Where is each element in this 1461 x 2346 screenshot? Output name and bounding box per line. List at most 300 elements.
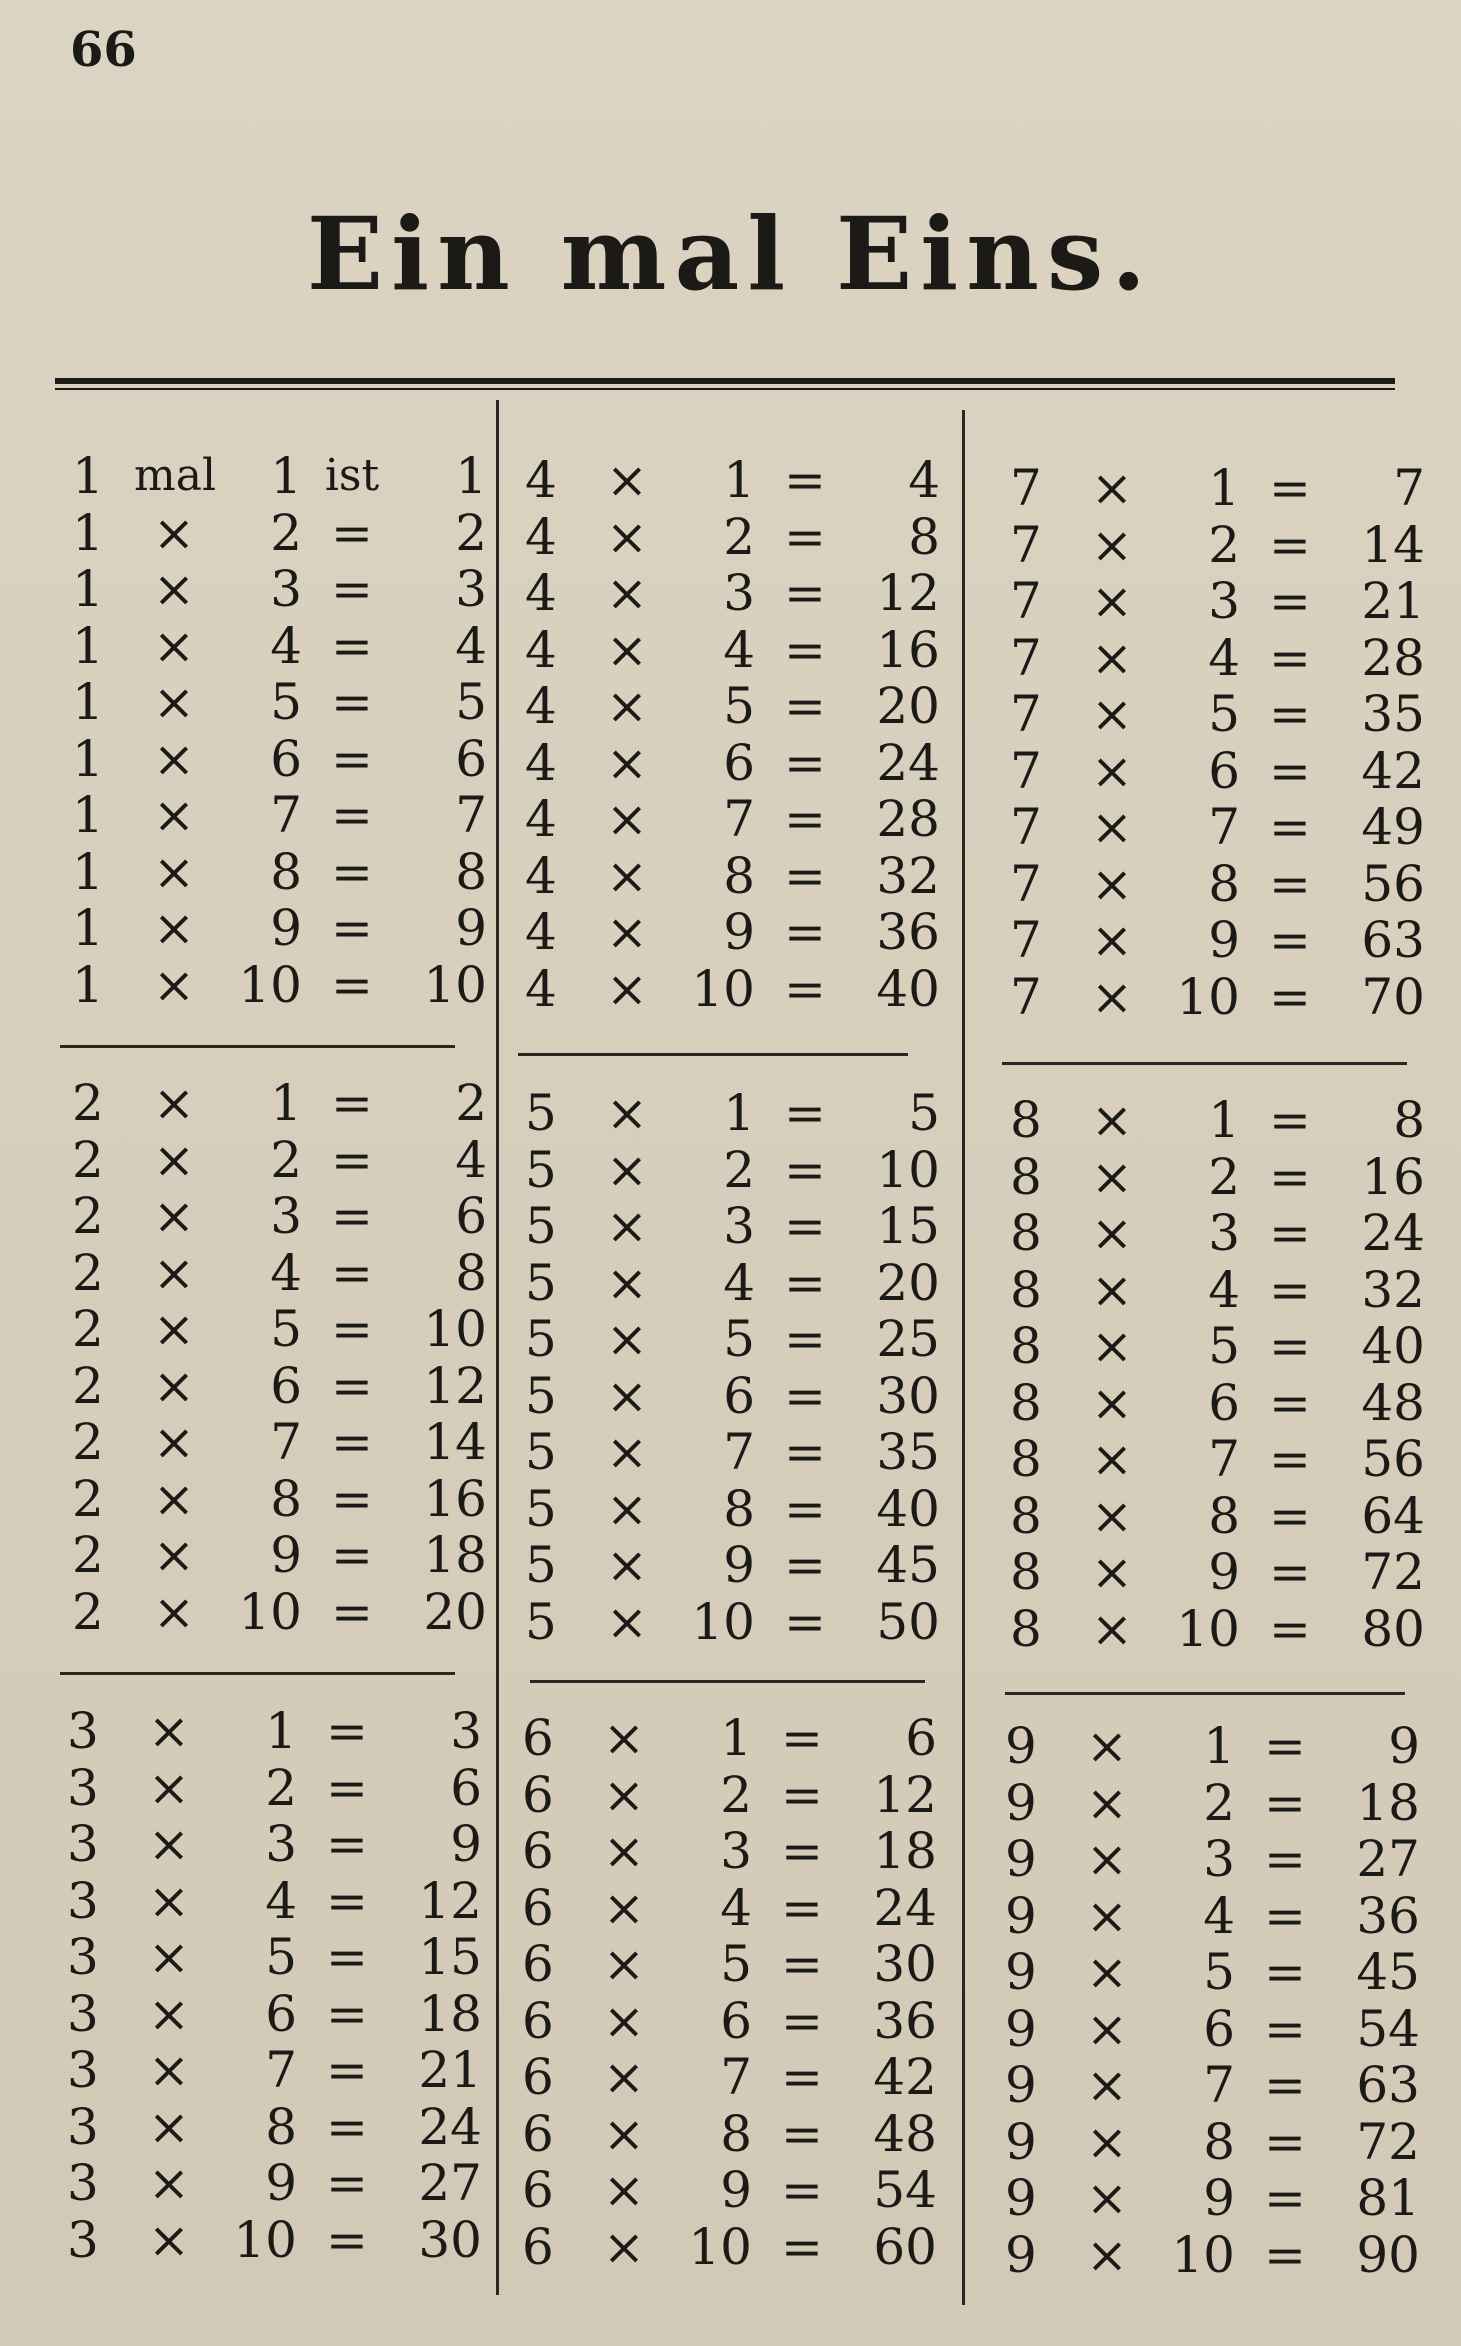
multiplicand: 4 xyxy=(525,620,557,679)
multiplier: 2 xyxy=(723,507,755,566)
product: 48 xyxy=(873,2104,937,2163)
page-number: 66 xyxy=(70,22,137,78)
product: 18 xyxy=(418,1984,482,2043)
multiplicand: 9 xyxy=(1005,1943,1037,2001)
multiplicand: 9 xyxy=(1005,2112,1037,2171)
times-sign: × xyxy=(1086,1773,1128,1832)
multiplier: 7 xyxy=(1208,1430,1240,1488)
equals-sign: = xyxy=(784,507,826,566)
multiplier: 2 xyxy=(1208,515,1240,574)
multiplier: 7 xyxy=(1208,798,1240,856)
table-row xyxy=(57,1702,482,1760)
product: 10 xyxy=(423,1300,487,1358)
times-sign: × xyxy=(148,2041,190,2099)
multiplicand: 5 xyxy=(525,1479,557,1538)
multiplier: 5 xyxy=(723,1310,755,1368)
product: 45 xyxy=(876,1536,940,1594)
times-sign: × xyxy=(1091,911,1133,969)
table-row xyxy=(1000,1317,1425,1375)
table-row xyxy=(995,2112,1420,2171)
table-row xyxy=(62,503,487,562)
table-row xyxy=(512,2217,937,2276)
equals-sign: = xyxy=(784,677,826,735)
multiplicand: 5 xyxy=(525,1592,557,1651)
product: 12 xyxy=(418,1871,482,1930)
multiplier: 5 xyxy=(723,677,755,735)
multiplicand: 3 xyxy=(67,2041,99,2099)
multiplier: 8 xyxy=(723,1479,755,1538)
equals-sign: = xyxy=(331,1469,373,1528)
multiplier: 8 xyxy=(720,2104,752,2163)
multiplier: 9 xyxy=(723,1536,755,1594)
equals-sign: = xyxy=(331,1413,373,1471)
product: 6 xyxy=(450,1758,482,1817)
product: 16 xyxy=(876,620,940,679)
times-sign: × xyxy=(148,1984,190,2043)
times-sign: × xyxy=(153,899,195,957)
multiplicand: 9 xyxy=(1005,2056,1037,2114)
table-row xyxy=(62,1130,487,1189)
multiplier: 1 xyxy=(270,447,302,505)
product: 12 xyxy=(876,564,940,622)
equals-sign: = xyxy=(1264,2169,1306,2227)
times-sign: × xyxy=(606,1366,648,1425)
equals-sign: = xyxy=(781,1991,823,2050)
times-sign: × xyxy=(153,1526,195,1584)
separator-col3-b xyxy=(1005,1692,1405,1695)
equals-sign: = xyxy=(781,2217,823,2276)
table-row xyxy=(1000,1543,1425,1601)
equals-sign: = xyxy=(781,1878,823,1937)
product: 24 xyxy=(1361,1204,1425,1262)
times-sign: × xyxy=(1091,1543,1133,1601)
multiplicand: 3 xyxy=(67,1984,99,2043)
product: 24 xyxy=(873,1878,937,1937)
multiplicand: 9 xyxy=(1005,2225,1037,2284)
table-row xyxy=(515,677,940,735)
product: 36 xyxy=(876,903,940,961)
product: 36 xyxy=(1356,1886,1420,1945)
multiplicand: 9 xyxy=(1005,1773,1037,1832)
equals-sign: = xyxy=(1264,1773,1306,1832)
times-sign: × xyxy=(1091,515,1133,574)
product: 35 xyxy=(876,1423,940,1481)
product: 9 xyxy=(455,899,487,957)
equals-sign: = xyxy=(331,1582,373,1641)
product: 72 xyxy=(1356,2112,1420,2171)
table-row xyxy=(512,1765,937,1824)
equals-sign: = xyxy=(331,1187,373,1245)
product: 3 xyxy=(450,1702,482,1760)
times-sign: × xyxy=(1091,1486,1133,1545)
table-block-6 xyxy=(512,1709,937,2276)
title-rule xyxy=(55,378,1395,384)
equals-sign: = xyxy=(1269,798,1311,856)
equals-sign: = xyxy=(784,903,826,961)
multiplier: 6 xyxy=(265,1984,297,2043)
multiplier: 7 xyxy=(723,1423,755,1481)
multiplicand: 1 xyxy=(72,842,104,901)
product: 90 xyxy=(1356,2225,1420,2284)
table-block-3 xyxy=(57,1702,482,2269)
multiplier: 7 xyxy=(1203,2056,1235,2114)
product: 8 xyxy=(455,1243,487,1302)
table-row xyxy=(1000,1260,1425,1319)
multiplier: 5 xyxy=(720,1935,752,1993)
times-sign: × xyxy=(1091,572,1133,630)
product: 63 xyxy=(1356,2056,1420,2114)
table-row xyxy=(1000,1486,1425,1545)
table-row xyxy=(1000,741,1425,800)
times-sign: × xyxy=(1091,1091,1133,1149)
multiplicand: 1 xyxy=(72,616,104,675)
multiplier: 7 xyxy=(723,790,755,848)
table-row xyxy=(1000,1430,1425,1488)
equals-sign: = xyxy=(326,1871,368,1930)
multiplier: 2 xyxy=(723,1140,755,1199)
times-sign: × xyxy=(1086,1999,1128,2058)
equals-sign: = xyxy=(1269,1147,1311,1206)
equals-sign: = xyxy=(781,1935,823,1993)
multiplicand: 2 xyxy=(72,1582,104,1641)
multiplier: 1 xyxy=(1208,459,1240,517)
multiplier: 1 xyxy=(265,1702,297,1760)
multiplier: 6 xyxy=(720,1991,752,2050)
times-sign: × xyxy=(153,1074,195,1132)
equals-sign: = xyxy=(1269,1091,1311,1149)
times-sign: × xyxy=(606,1253,648,1312)
multiplier: 3 xyxy=(723,564,755,622)
product: 6 xyxy=(905,1709,937,1767)
table-row xyxy=(1000,628,1425,687)
equals-sign: = xyxy=(784,1253,826,1312)
times-sign: × xyxy=(148,1758,190,1817)
product: 40 xyxy=(876,1479,940,1538)
multiplier: 3 xyxy=(265,1815,297,1873)
multiplier: 5 xyxy=(1203,1943,1235,2001)
equals-sign: = xyxy=(784,846,826,905)
times-sign: × xyxy=(1091,685,1133,743)
table-row xyxy=(515,846,940,905)
product: 2 xyxy=(455,1074,487,1132)
multiplicand: 1 xyxy=(72,899,104,957)
multiplicand: 2 xyxy=(72,1074,104,1132)
times-sign: × xyxy=(606,1536,648,1594)
times-sign: × xyxy=(606,620,648,679)
table-row xyxy=(62,786,487,844)
multiplier: 3 xyxy=(723,1197,755,1255)
table-row xyxy=(1000,572,1425,630)
equals-sign: = xyxy=(326,2154,368,2212)
product: 48 xyxy=(1361,1373,1425,1432)
product: 14 xyxy=(423,1413,487,1471)
table-row xyxy=(62,955,487,1014)
product: 18 xyxy=(423,1526,487,1584)
equals-sign: = xyxy=(784,1197,826,1255)
multiplicand: 1 xyxy=(72,729,104,788)
equals-sign: = xyxy=(1269,967,1311,1026)
table-row xyxy=(515,1536,940,1594)
equals-sign: = xyxy=(1269,628,1311,687)
multiplicand: 5 xyxy=(525,1366,557,1425)
times-sign: × xyxy=(153,1187,195,1245)
multiplicand: 5 xyxy=(525,1197,557,1255)
multiplier: 10 xyxy=(691,959,755,1018)
multiplicand: 8 xyxy=(1010,1430,1042,1488)
multiplier: 4 xyxy=(270,1243,302,1302)
product: 6 xyxy=(455,1187,487,1245)
multiplicand: 1 xyxy=(72,673,104,731)
times-sign: × xyxy=(603,2161,645,2219)
table-row xyxy=(1000,911,1425,969)
multiplier: 4 xyxy=(1203,1886,1235,1945)
multiplicand: 2 xyxy=(72,1526,104,1584)
times-sign: × xyxy=(1091,1317,1133,1375)
multiplicand: 1 xyxy=(72,447,104,505)
multiplicand: 6 xyxy=(522,1765,554,1824)
times-sign: × xyxy=(606,790,648,848)
separator-col1-b xyxy=(60,1672,455,1675)
product: 70 xyxy=(1361,967,1425,1026)
table-row xyxy=(1000,798,1425,856)
table-row xyxy=(62,673,487,731)
product: 9 xyxy=(450,1815,482,1873)
product: 1 xyxy=(455,447,487,505)
table-row xyxy=(62,1582,487,1641)
product: 18 xyxy=(1356,1773,1420,1832)
times-sign: × xyxy=(606,1197,648,1255)
table-row xyxy=(995,2169,1420,2227)
equals-sign: = xyxy=(1269,741,1311,800)
times-sign: × xyxy=(606,1084,648,1142)
times-sign: × xyxy=(148,1871,190,1930)
equals-sign: = xyxy=(784,790,826,848)
multiplier: 8 xyxy=(270,842,302,901)
product: 20 xyxy=(423,1582,487,1641)
equals-sign: = xyxy=(331,560,373,618)
multiplicand: 2 xyxy=(72,1413,104,1471)
product: 8 xyxy=(908,507,940,566)
multiplier: 10 xyxy=(238,955,302,1014)
product: 16 xyxy=(1361,1147,1425,1206)
product: 7 xyxy=(1393,459,1425,517)
table-row xyxy=(1000,1373,1425,1432)
multiplicand: 6 xyxy=(522,1822,554,1880)
multiplicand: 6 xyxy=(522,2217,554,2276)
table-block-2 xyxy=(62,1074,487,1641)
times-sign: × xyxy=(1086,1717,1128,1775)
multiplier: 7 xyxy=(270,1413,302,1471)
multiplier: 4 xyxy=(723,1253,755,1312)
equals-sign: = xyxy=(326,1815,368,1873)
multiplicand: 4 xyxy=(525,959,557,1018)
times-sign: × xyxy=(606,1310,648,1368)
equals-sign: = xyxy=(784,1592,826,1651)
multiplicand: 7 xyxy=(1010,911,1042,969)
product: 63 xyxy=(1361,911,1425,969)
product: 20 xyxy=(876,1253,940,1312)
times-sign: × xyxy=(153,1356,195,1415)
multiplier: 7 xyxy=(270,786,302,844)
table-row xyxy=(62,616,487,675)
times-sign: × xyxy=(148,1928,190,1986)
equals-sign: = xyxy=(784,1084,826,1142)
product: 40 xyxy=(876,959,940,1018)
table-block-8 xyxy=(1000,1091,1425,1658)
multiplier: 4 xyxy=(1208,1260,1240,1319)
times-sign: × xyxy=(603,2048,645,2106)
multiplier: 1 xyxy=(723,451,755,509)
multiplier: 9 xyxy=(723,903,755,961)
multiplier: 5 xyxy=(265,1928,297,1986)
equals-sign: = xyxy=(1269,572,1311,630)
table-row xyxy=(62,447,487,505)
table-row xyxy=(512,1935,937,1993)
table-row xyxy=(1000,1147,1425,1206)
times-sign: × xyxy=(148,2210,190,2269)
multiplier: 5 xyxy=(270,673,302,731)
times-sign: × xyxy=(603,1935,645,1993)
multiplicand: 6 xyxy=(522,1991,554,2050)
equals-sign: = xyxy=(331,955,373,1014)
product: 18 xyxy=(873,1822,937,1880)
multiplicand: 6 xyxy=(522,1878,554,1937)
times-sign: × xyxy=(603,1878,645,1937)
multiplier: 7 xyxy=(265,2041,297,2099)
table-row xyxy=(995,2225,1420,2284)
equals-sign: = xyxy=(784,564,826,622)
multiplicand: 1 xyxy=(72,560,104,618)
equals-sign: = xyxy=(1269,1204,1311,1262)
multiplicand: 8 xyxy=(1010,1317,1042,1375)
times-sign: × xyxy=(1086,1886,1128,1945)
product: 2 xyxy=(455,503,487,562)
product: 12 xyxy=(873,1765,937,1824)
multiplicand: 7 xyxy=(1010,741,1042,800)
times-sign: × xyxy=(603,1991,645,2050)
product: 27 xyxy=(418,2154,482,2212)
product: 21 xyxy=(418,2041,482,2099)
multiplicand: 5 xyxy=(525,1140,557,1199)
multiplier: 1 xyxy=(1203,1717,1235,1775)
multiplicand: 2 xyxy=(72,1356,104,1415)
multiplicand: 2 xyxy=(72,1243,104,1302)
multiplicand: 1 xyxy=(72,955,104,1014)
multiplier: 7 xyxy=(720,2048,752,2106)
product: 6 xyxy=(455,729,487,788)
equals-sign: = xyxy=(784,451,826,509)
table-row xyxy=(512,2161,937,2219)
table-row xyxy=(512,2104,937,2163)
multiplicand: 3 xyxy=(67,1871,99,1930)
product: 7 xyxy=(455,786,487,844)
multiplicand: 2 xyxy=(72,1300,104,1358)
product: 28 xyxy=(1361,628,1425,687)
multiplicand: 7 xyxy=(1010,798,1042,856)
times-sign: × xyxy=(153,1130,195,1189)
table-row xyxy=(515,1479,940,1538)
table-row xyxy=(62,729,487,788)
product: 5 xyxy=(455,673,487,731)
product: 14 xyxy=(1361,515,1425,574)
multiplicand: 4 xyxy=(525,507,557,566)
equals-sign: = xyxy=(1269,911,1311,969)
equals-sign: = xyxy=(781,1765,823,1824)
table-row xyxy=(57,1758,482,1817)
table-row xyxy=(62,1243,487,1302)
times-sign: × xyxy=(1091,1373,1133,1432)
equals-sign: = xyxy=(784,1310,826,1368)
multiplicand: 6 xyxy=(522,2161,554,2219)
multiplier: 9 xyxy=(1208,911,1240,969)
equals-sign: = xyxy=(784,1536,826,1594)
table-row xyxy=(1000,967,1425,1026)
multiplier: 9 xyxy=(1208,1543,1240,1601)
equals-sign: = xyxy=(781,2104,823,2163)
table-row xyxy=(1000,1599,1425,1658)
equals-sign: = xyxy=(784,959,826,1018)
equals-sign: = xyxy=(1264,2056,1306,2114)
table-row xyxy=(62,1356,487,1415)
equals-sign: = xyxy=(1264,1943,1306,2001)
equals-sign: = xyxy=(784,1140,826,1199)
times-sign: × xyxy=(606,903,648,961)
multiplier: 4 xyxy=(270,616,302,675)
times-sign: × xyxy=(153,616,195,675)
multiplier: 4 xyxy=(723,620,755,679)
multiplicand: 6 xyxy=(522,1935,554,1993)
product: 24 xyxy=(418,2097,482,2156)
times-sign: × xyxy=(153,955,195,1014)
multiplier: 10 xyxy=(688,2217,752,2276)
times-sign: × xyxy=(603,2104,645,2163)
multiplicand: 4 xyxy=(525,451,557,509)
multiplicand: 4 xyxy=(525,677,557,735)
multiplier: 8 xyxy=(1208,1486,1240,1545)
product: 20 xyxy=(876,677,940,735)
equals-sign: = xyxy=(331,786,373,844)
table-block-4 xyxy=(515,451,940,1018)
times-sign: × xyxy=(1086,2112,1128,2171)
table-row xyxy=(995,1886,1420,1945)
multiplicand: 7 xyxy=(1010,967,1042,1026)
multiplicand: 6 xyxy=(522,2048,554,2106)
product: 35 xyxy=(1361,685,1425,743)
multiplier: 9 xyxy=(1203,2169,1235,2227)
product: 30 xyxy=(873,1935,937,1993)
equals-sign: = xyxy=(331,899,373,957)
equals-sign: = xyxy=(326,2097,368,2156)
times-sign: × xyxy=(603,1765,645,1824)
multiplier: 5 xyxy=(1208,1317,1240,1375)
separator-col2-b xyxy=(530,1680,925,1683)
times-sign: × xyxy=(1091,854,1133,913)
table-row xyxy=(1000,1091,1425,1149)
product: 30 xyxy=(418,2210,482,2269)
multiplier: 8 xyxy=(270,1469,302,1528)
times-sign: × xyxy=(148,2097,190,2156)
multiplier: 2 xyxy=(270,503,302,562)
equals-sign: = xyxy=(1269,515,1311,574)
product: 16 xyxy=(423,1469,487,1528)
multiplier: 6 xyxy=(1203,1999,1235,2058)
multiplier: 2 xyxy=(1203,1773,1235,1832)
separator-col3-a xyxy=(1002,1062,1407,1065)
table-row xyxy=(512,1991,937,2050)
equals-sign: = xyxy=(326,2210,368,2269)
multiplicand: 3 xyxy=(67,1815,99,1873)
multiplicand: 4 xyxy=(525,903,557,961)
